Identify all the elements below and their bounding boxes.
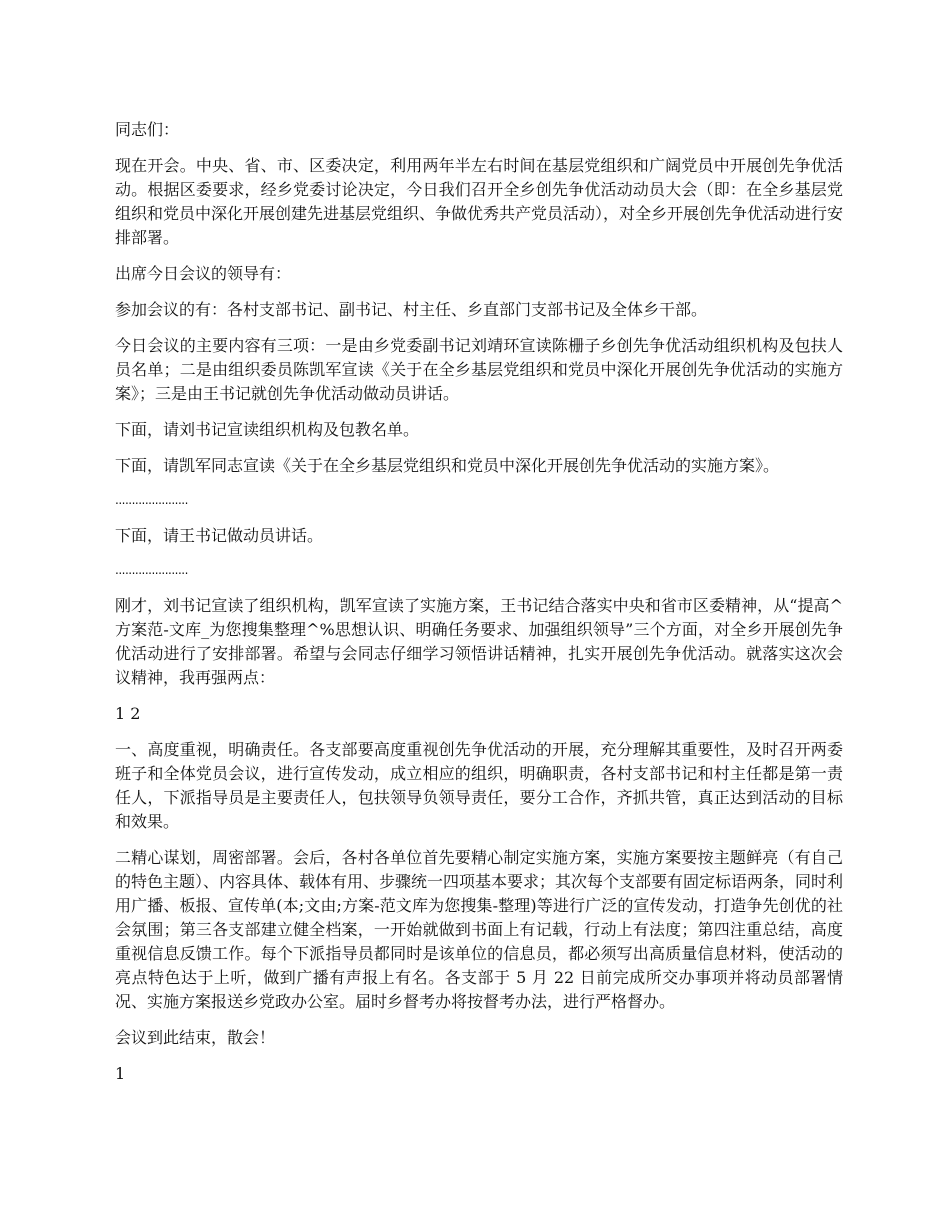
salutation: 同志们： — [115, 120, 180, 139]
ellipsis-separator: ...................... — [115, 563, 188, 577]
page-number-marker: 1 2 — [115, 704, 141, 723]
paragraph-summary: 刚才，刘书记宣读了组织机构，凯军宣读了实施方案，王书记结合落实中央和省市区委精神，从“提高^方案范-文库_为您搜集整理^%思想认识、明确任务要求、加强组织领导”三个方面，对全乡开展创先争优活动进行了安排部署。希望与会同志仔细学习领悟讲话精神，扎实开展创先争优活动。就落实这次会议精神，我再强两点： — [115, 596, 843, 687]
ellipsis-separator: ...................... — [115, 493, 188, 507]
paragraph-step-one: 下面，请刘书记宣读组织机构及包教名单。 — [115, 420, 420, 439]
page-number: 1 — [115, 1064, 126, 1083]
paragraph-point-one: 一、高度重视，明确责任。各支部要高度重视创先争优活动的开展，充分理解其重要性，及时召开两委班子和全体党员会议，进行宣传发动，成立相应的组织，明确职责，各村支部书记和村主任都是第一责任人，下派指导员是主要责任人，包扶领导负领导责任，要分工合作，齐抓共管，真正达到活动的目标和效果。 — [115, 740, 843, 831]
paragraph-step-two: 下面，请凯军同志宣读《关于在全乡基层党组织和党员中深化开展创先争优活动的实施方案》。 — [115, 456, 780, 475]
paragraph-closing: 会议到此结束，散会！ — [115, 1028, 276, 1047]
paragraph-leaders: 出席今日会议的领导有： — [115, 264, 292, 283]
paragraph-agenda: 今日会议的主要内容有三项：一是由乡党委副书记刘靖环宣读陈栅子乡创先争优活动组织机构及包扶人员名单；二是由组织委员陈凯军宣读《关于在全乡基层党组织和党员中深化开展创先争优活动的实施方案》；三是由王书记就创先争优活动做动员讲话。 — [115, 336, 843, 403]
document-page — [115, 118, 843, 1098]
paragraph-opening: 现在开会。中央、省、市、区委决定，利用两年半左右时间在基层党组织和广阔党员中开展创先争优活动。根据区委要求，经乡党委讨论决定，今日我们召开全乡创先争优活动动员大会（即：在全乡基层党组织和党员中深化开展创建先进基层党组织、争做优秀共产党员活动），对全乡开展创先争优活动进行安排部署。 — [115, 156, 844, 247]
paragraph-step-three: 下面，请王书记做动员讲话。 — [115, 526, 324, 545]
paragraph-attendees: 参加会议的有：各村支部书记、副书记、村主任、乡直部门支部书记及全体乡干部。 — [115, 300, 708, 319]
paragraph-point-two: 二精心谋划，周密部署。会后，各村各单位首先要精心制定实施方案，实施方案要按主题鲜亮（有自己的特色主题）、内容具体、载体有用、步骤统一四项基本要求；其次每个支部要有固定标语两条，同时利用广播、板报、宣传单(本;文由;方案-范文库为您搜集-整理)等进行广泛的宣传发动，打造争先创优的社会氛围；第三各支部建立健全档案，一开始就做到书面上有记载，行动上有法度；第四注重总结，高度重视信息反馈工作。每个下派指导员都同时是该单位的信息员，都必须写出高质量信息材料，使活动的亮点特色达于上听，做到广播有声报上有名。各支部于 5 月 22 日前完成所交办事项并将动员部署情况、实施方案报送乡党政办公室。届时乡督考办将按督考办法，进行严格督办。 — [115, 848, 844, 1011]
